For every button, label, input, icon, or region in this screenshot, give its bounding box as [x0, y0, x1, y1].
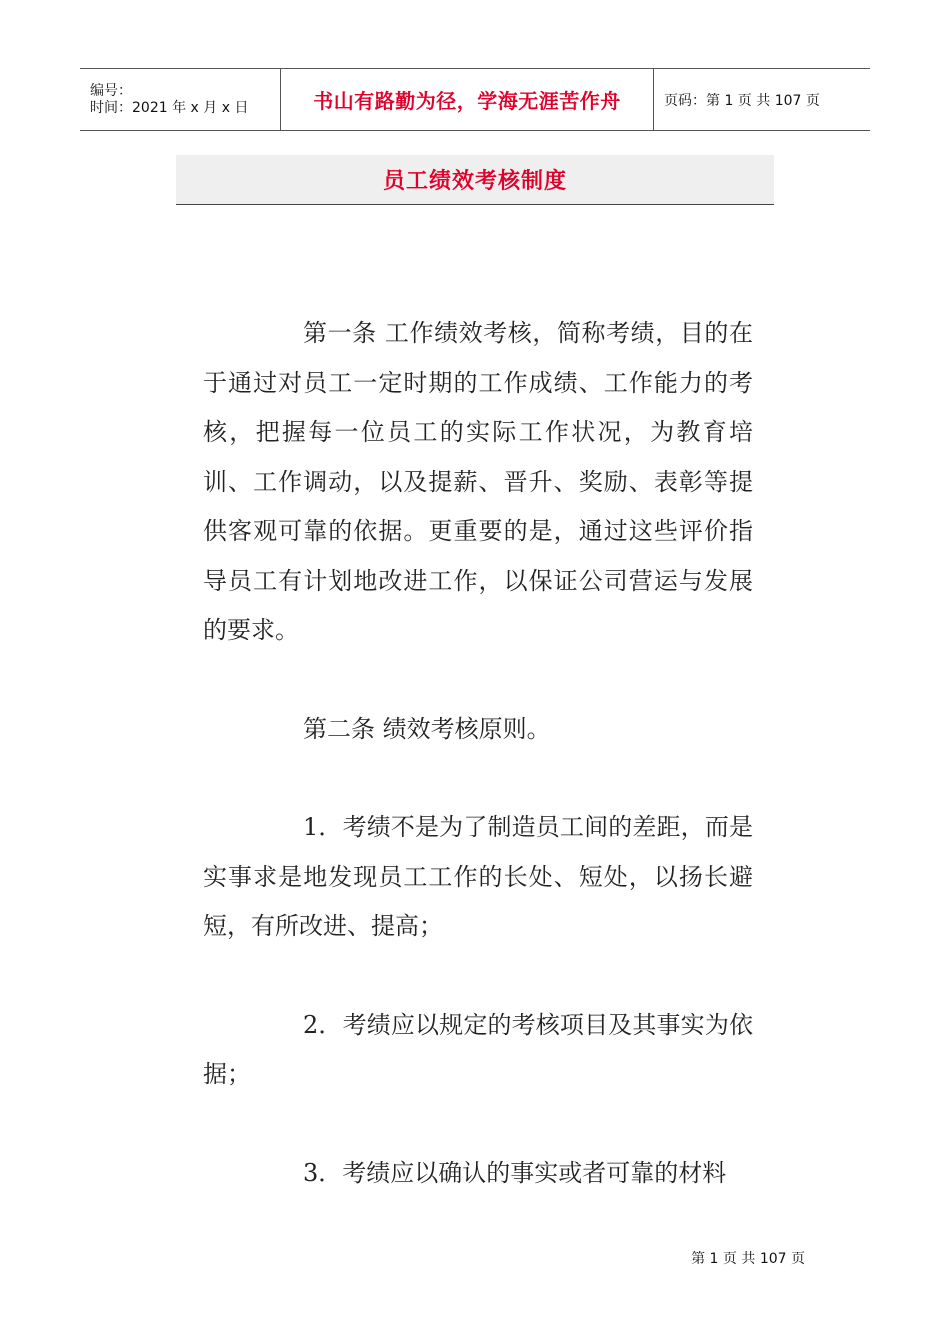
time-label: 时间：2021 年 x 月 x 日: [90, 99, 249, 116]
paragraph-item-2: 2．考绩应以规定的考核项目及其事实为依据；: [203, 1010, 753, 1088]
paragraph-article-1: 第一条 工作绩效考核，简称考绩，目的在于通过对员工一定时期的工作成绩、工作能力的考核，把握每一位员工的实际工作状况，为教育培训、工作调动，以及提薪、晋升、奖励、表彰等提供客观可靠的依据。更重要的是，通过这些评价指导员工有计划地改进工作，以保证公司营运与发展的要求。: [203, 319, 753, 644]
paragraph-item-3: 3．考绩应以确认的事实或者可靠的材料: [303, 1158, 727, 1187]
number-label: 编号：: [90, 82, 132, 99]
document-title: 员工绩效考核制度: [176, 155, 774, 205]
document-body: [203, 309, 753, 1198]
paragraph-article-2: 第二条 绩效考核原则。: [303, 714, 551, 743]
footer-page-number: 第 1 页 共 107 页: [691, 1251, 805, 1267]
paragraph-item-1: 1．考绩不是为了制造员工间的差距，而是实事求是地发现员工工作的长处、短处，以扬长避短，有所改进、提高；: [203, 813, 753, 940]
header-meta-cell: [80, 69, 281, 130]
document-header: [80, 68, 870, 131]
header-page-number: 页码：第 1 页 共 107 页: [664, 92, 820, 109]
header-motto: 书山有路勤为径，学海无涯苦作舟: [281, 69, 654, 130]
